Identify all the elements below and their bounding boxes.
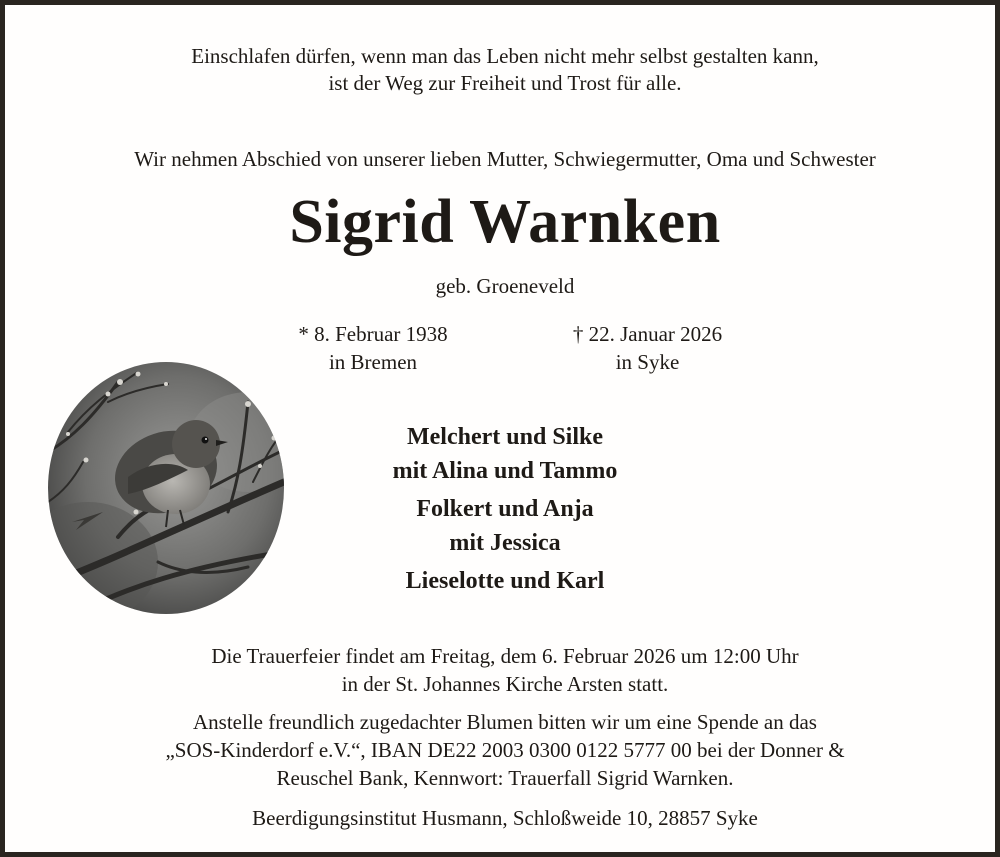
death-date: † 22. Januar 2026 [572,322,723,346]
maiden-name: geb. Groeneveld [435,274,575,298]
birth-place: in Bremen [328,350,418,374]
family-line-3: Folkert und Anja [416,496,594,522]
birth-date: * 8. Februar 1938 [298,322,448,346]
service-line-2: in der St. Johannes Kirche Arsten statt. [341,672,669,696]
birth-info [273,320,473,376]
service-line-1: Die Trauerfeier findet am Freitag, dem 6. Februar 2026 um 12:00 Uhr [211,644,799,668]
intro-text: Wir nehmen Abschied von unserer lieben Mutter, Schwiegermutter, Oma und Schwester [134,147,876,171]
robin-bird-photo [48,362,284,614]
family-line-1: Melchert und Silke [407,424,603,450]
donation-line-2: „SOS-Kinderdorf e.V.“, IBAN DE22 2003 0300 0122 5777 00 bei der Donner & [165,738,845,762]
motto-line-1: Einschlafen dürfen, wenn man das Leben nicht mehr selbst gestalten kann, [191,44,819,68]
death-info [535,320,760,376]
deceased-name: Sigrid Warnken [289,188,721,256]
donation-line-3: Reuschel Bank, Kennwort: Trauerfall Sigrid Warnken. [276,766,734,790]
motto-line-2: ist der Weg zur Freiheit und Trost für alle. [328,71,682,95]
death-place: in Syke [615,350,680,374]
family-line-2: mit Alina und Tammo [392,458,618,484]
undertaker-address: Beerdigungsinstitut Husmann, Schloßweide 10, 28857 Syke [252,806,758,830]
donation-line-1: Anstelle freundlich zugedachter Blumen bitten wir um eine Spende an das [193,710,817,734]
family-line-5: Lieselotte und Karl [405,568,605,594]
family-line-4: mit Jessica [449,530,561,556]
